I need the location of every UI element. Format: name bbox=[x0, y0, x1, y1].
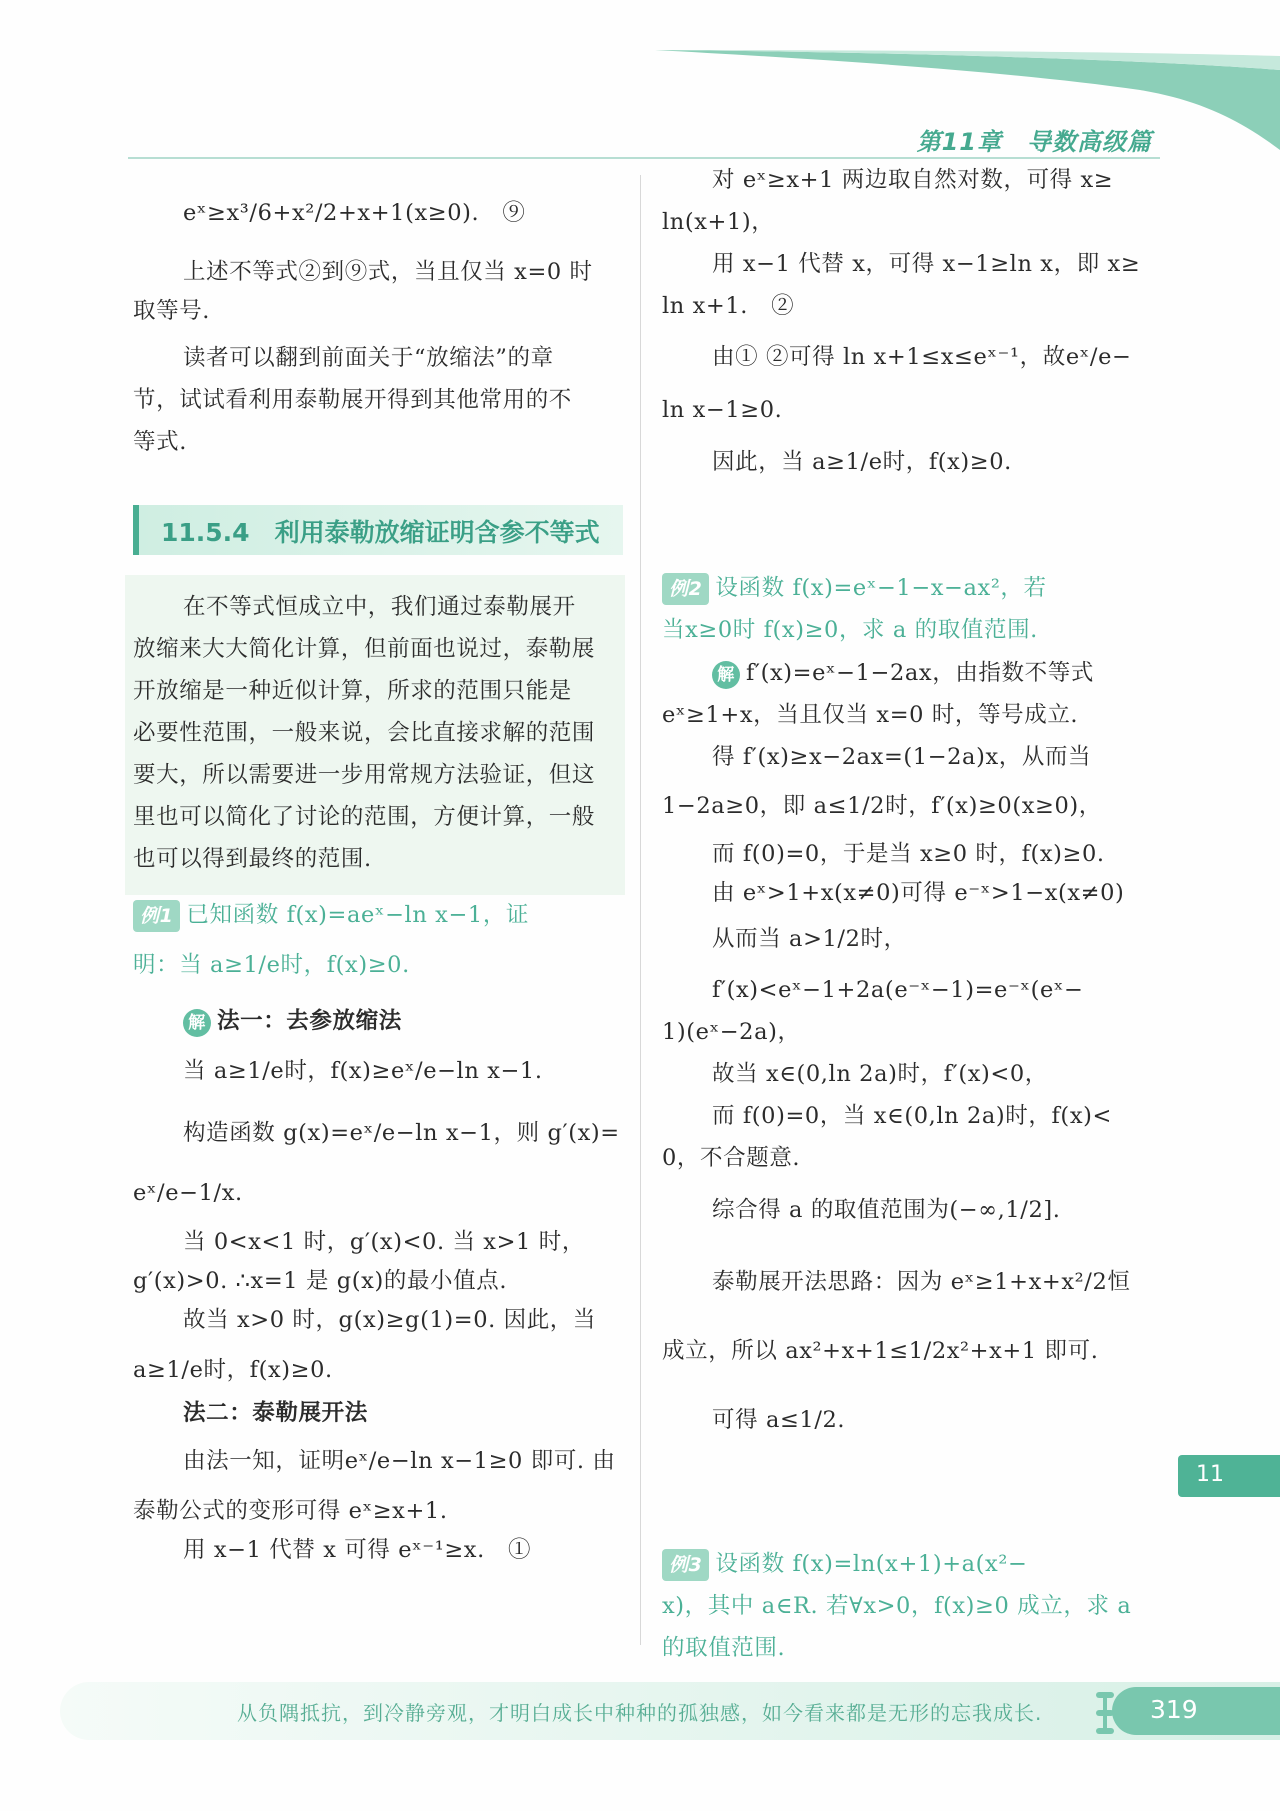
chapter-header: 第11章 导数高级篇 bbox=[916, 128, 1152, 156]
header-rule bbox=[128, 157, 1160, 159]
solution-line: 而 f(0)=0，当 x∈(0,ln 2a)时，f(x)< bbox=[712, 1103, 1112, 1129]
text-line: 等式. bbox=[133, 429, 187, 455]
method-2-title: 法二：泰勒展开法 bbox=[183, 1400, 368, 1426]
solution-line: 1)(eˣ−2a)， bbox=[662, 1019, 801, 1045]
example-3-text: x)，其中 a∈R. 若∀x>0，f(x)≥0 成立，求 a bbox=[662, 1593, 1132, 1619]
text-line: 因此，当 a≥1/e时，f(x)≥0. bbox=[712, 449, 1012, 475]
solution-line: 泰勒展开法思路：因为 eˣ≥1+x+x²/2恒 bbox=[712, 1269, 1131, 1295]
chapter-tab-label: 11 bbox=[1196, 1462, 1224, 1487]
example-3-text: 的取值范围. bbox=[662, 1635, 786, 1661]
solution-line: 故当 x∈(0,ln 2a)时，f′(x)<0， bbox=[712, 1061, 1048, 1087]
chapter-side-tab[interactable] bbox=[1178, 1455, 1280, 1497]
solution-line: 综合得 a 的取值范围为(−∞,1/2]. bbox=[712, 1197, 1061, 1223]
solution-line: eˣ/e−1/x. bbox=[133, 1180, 243, 1206]
method-title: 法一：去参放缩法 bbox=[217, 1008, 402, 1034]
solution-line: a≥1/e时，f(x)≥0. bbox=[133, 1357, 333, 1383]
text-line: ln(x+1)， bbox=[662, 209, 775, 235]
solution-line: g′(x)>0. ∴x=1 是 g(x)的最小值点. bbox=[133, 1268, 508, 1294]
example-3-tag: 例3 bbox=[662, 1549, 709, 1581]
note-line: 开放缩是一种近似计算，所求的范围只能是 bbox=[133, 678, 572, 704]
solution-line bbox=[662, 658, 1162, 689]
solution-line: f′(x)<eˣ−1+2a(e⁻ˣ−1)=e⁻ˣ(eˣ− bbox=[712, 977, 1084, 1003]
example-2-text: 当x≥0时 f(x)≥0，求 a 的取值范围. bbox=[662, 617, 1038, 643]
column-divider bbox=[640, 175, 641, 1645]
solution-line: 构造函数 g(x)=eˣ/e−ln x−1，则 g′(x)= bbox=[183, 1120, 620, 1146]
section-title: 11.5.4 利用泰勒放缩证明含参不等式 bbox=[161, 518, 600, 547]
example-2-tag: 例2 bbox=[662, 573, 709, 605]
solution-line: 当 0<x<1 时，g′(x)<0. 当 x>1 时， bbox=[183, 1229, 585, 1255]
example-3-text: 设函数 f(x)=ln(x+1)+a(x²− bbox=[715, 1551, 1028, 1577]
solution-line: 由 eˣ>1+x(x≠0)可得 e⁻ˣ>1−x(x≠0) bbox=[712, 880, 1125, 906]
example-1-tag: 例1 bbox=[133, 900, 180, 932]
solution-line: eˣ≥1+x，当且仅当 x=0 时，等号成立. bbox=[662, 702, 1079, 728]
solution-line: 由法一知，证明eˣ/e−ln x−1≥0 即可. 由 bbox=[183, 1448, 616, 1474]
solution-line: 得 f′(x)≥x−2ax=(1−2a)x，从而当 bbox=[712, 744, 1092, 770]
text-line: ln x+1. ② bbox=[662, 293, 795, 319]
solution-line: 故当 x>0 时，g(x)≥g(1)=0. 因此，当 bbox=[183, 1307, 597, 1333]
solution-line: 当 a≥1/e时，f(x)≥eˣ/e−ln x−1. bbox=[183, 1058, 543, 1084]
note-line: 在不等式恒成立中，我们通过泰勒展开 bbox=[183, 594, 576, 620]
note-line: 也可以得到最终的范围. bbox=[133, 846, 372, 872]
solution-line: 泰勒公式的变形可得 eˣ≥x+1. bbox=[133, 1498, 448, 1524]
example-1-text: 已知函数 f(x)=aeˣ−ln x−1，证 bbox=[186, 902, 530, 928]
solution-line: 成立，所以 ax²+x+1≤1/2x²+x+1 即可. bbox=[662, 1338, 1099, 1364]
text-line: 节，试试看利用泰勒展开得到其他常用的不 bbox=[133, 387, 572, 413]
note-line: 必要性范围，一般来说，会比直接求解的范围 bbox=[133, 720, 596, 746]
example-3-prompt bbox=[662, 1549, 1162, 1581]
footer-quote: 从负隅抵抗，到冷静旁观，才明白成长中种种的孤独感，如今看来都是无形的忘我成长. bbox=[237, 1701, 1043, 1725]
note-line: 放缩来大大简化计算，但前面也说过，泰勒展 bbox=[133, 636, 596, 662]
solution-line: 1−2a≥0，即 a≤1/2时，f′(x)≥0(x≥0)， bbox=[662, 793, 1102, 819]
example-1-prompt bbox=[133, 900, 623, 932]
section-heading-bar bbox=[133, 505, 623, 555]
example-2-prompt bbox=[662, 573, 1162, 605]
solution-icon: 解 bbox=[712, 661, 740, 689]
solution-icon: 解 bbox=[183, 1009, 211, 1037]
text-line: ln x−1≥0. bbox=[662, 397, 783, 423]
text-line: 用 x−1 代替 x，可得 x−1≥ln x，即 x≥ bbox=[712, 251, 1141, 277]
text-line: 上述不等式②到⑨式，当且仅当 x=0 时 bbox=[183, 259, 593, 285]
note-line: 里也可以简化了讨论的范围，方便计算，一般 bbox=[133, 804, 596, 830]
solution-line: 0，不合题意. bbox=[662, 1145, 801, 1171]
text-line: 取等号. bbox=[133, 298, 211, 324]
solution-text: f′(x)=eˣ−1−2ax，由指数不等式 bbox=[746, 660, 1094, 686]
note-line: 要大，所以需要进一步用常规方法验证，但这 bbox=[133, 762, 596, 788]
solution-method-1 bbox=[133, 1006, 623, 1037]
page-number: 319 bbox=[1150, 1695, 1198, 1724]
text-line: 对 eˣ≥x+1 两边取自然对数，可得 x≥ bbox=[712, 167, 1114, 193]
inequality-9: eˣ≥x³/6+x²/2+x+1(x≥0). ⑨ bbox=[183, 200, 526, 226]
example-2-text: 设函数 f(x)=eˣ−1−x−ax²，若 bbox=[715, 575, 1047, 601]
text-line: 读者可以翻到前面关于“放缩法”的章 bbox=[183, 345, 554, 371]
solution-line: 从而当 a>1/2时， bbox=[712, 926, 907, 952]
solution-line: 可得 a≤1/2. bbox=[712, 1407, 846, 1433]
example-1-text: 明：当 a≥1/e时，f(x)≥0. bbox=[133, 952, 410, 978]
solution-line: 而 f(0)=0，于是当 x≥0 时，f(x)≥0. bbox=[712, 841, 1105, 867]
solution-line: 用 x−1 代替 x 可得 eˣ⁻¹≥x. ① bbox=[183, 1537, 532, 1563]
text-line: 由① ②可得 ln x+1≤x≤eˣ⁻¹，故eˣ/e− bbox=[712, 344, 1132, 370]
